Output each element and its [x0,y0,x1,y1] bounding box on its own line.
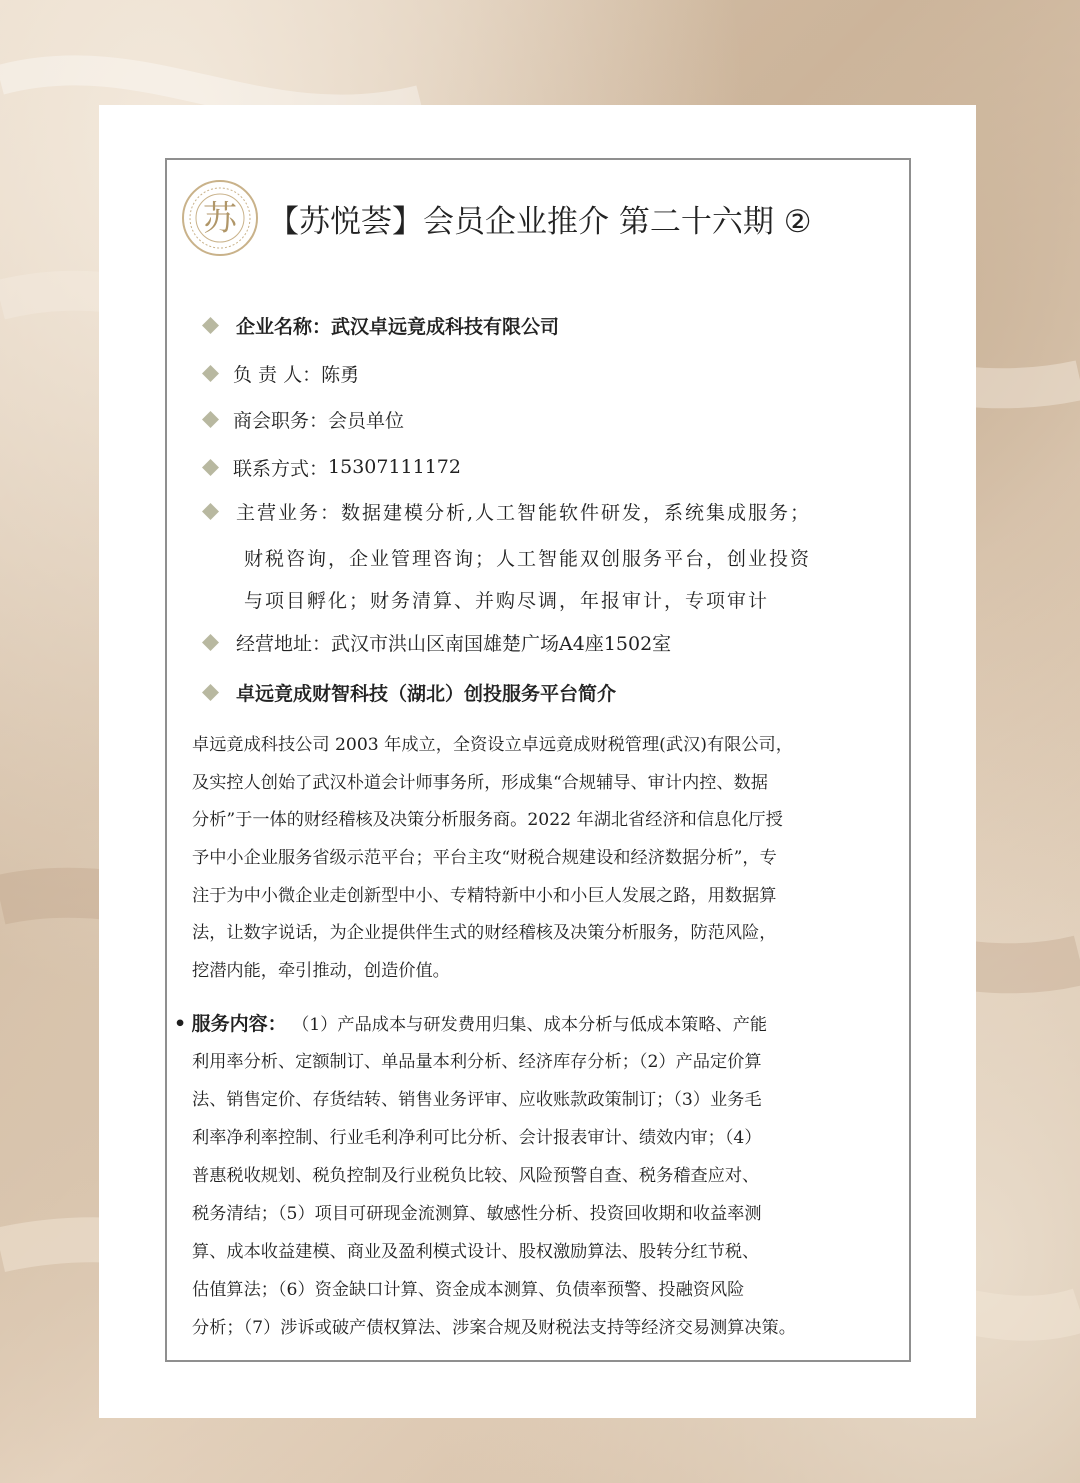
services-line: 利用率分析、定额制订、单品量本利分析、经济库存分析；（2）产品定价算 [192,1052,762,1072]
services-bullet: • [174,1013,187,1035]
services-line: 法、销售定价、存货结转、销售业务评审、应收账款政策制订；（3）业务毛 [192,1090,762,1110]
services-line: 税务清结；（5）项目可研现金流测算、敏感性分析、投资回收期和收益率测 [192,1204,762,1224]
intro-line: 卓远竟成科技公司 2003 年成立，全资设立卓远竟成财税管理(武汉)有限公司， [192,735,793,755]
address-label: 经营地址： [236,632,332,655]
business-line: 与项目孵化；财务清算、并购尽调，年报审计，专项审计 [244,590,770,612]
services-first-line [174,1005,864,1043]
business-line: 财税咨询，企业管理咨询；人工智能双创服务平台，创业投资 [244,548,812,570]
intro-line: 法，让数字说话，为企业提供伴生式的财经稽核及决策分析服务，防范风险， [192,923,777,944]
intro-line: 及实控人创始了武汉朴道会计师事务所，形成集“合规辅导、审计内控、数据 [192,772,768,793]
services-label: 服务内容： [191,1013,287,1035]
diamond-bullet-icon [202,634,219,651]
services-line: 算、成本收益建模、商业及盈利模式设计、股权激励算法、股转分红节税、 [192,1242,760,1262]
contact-row [202,451,461,483]
diamond-bullet-icon [202,317,219,334]
diamond-bullet-icon [202,411,219,428]
platform-heading-row [202,676,616,708]
intro-line: 予中小企业服务省级示范平台；平台主攻“财税合规建设和经济数据分析”，专 [192,848,777,869]
leader-row [202,357,359,389]
intro-line: 分析”于一体的财经稽核及决策分析服务商。2022 年湖北省经济和信息化厅授 [192,810,783,831]
seal-character: 苏 [203,199,237,239]
diamond-bullet-icon [202,459,219,476]
business-row [202,495,811,527]
company-name: 武汉卓远竟成科技有限公司 [331,315,560,338]
contact-phone: 15307111172 [328,456,461,478]
business-line: 数据建模分析,人工智能软件研发，系统集成服务； [341,501,812,524]
company-label: 企业名称： [236,315,332,338]
page-title: 【苏悦荟】会员企业推介 第二十六期 ② [268,204,812,240]
leader-label: 负 责 人： [233,363,322,386]
diamond-bullet-icon [202,684,219,701]
company-row [202,309,559,341]
services-line: （1）产品成本与研发费用归集、成本分析与低成本策略、产能 [292,1015,768,1035]
services-section [174,1005,864,1043]
role-row [202,403,404,435]
services-line: 普惠税收规划、税负控制及行业税负比较、风险预警自查、税务稽查应对、 [192,1166,760,1186]
address-row [202,626,671,658]
services-line: 分析；（7）涉诉或破产债权算法、涉案合规及财税法支持等经济交易测算决策。 [192,1318,796,1338]
contact-label: 联系方式： [233,457,329,480]
leader-name: 陈勇 [321,363,360,386]
services-continuation [192,1043,852,1347]
role-label: 商会职务： [233,409,329,432]
chamber-seal-logo [180,178,260,258]
services-line: 估值算法；（6）资金缺口计算、资金成本测算、负债率预警、投融资风险 [192,1280,745,1300]
role-value: 会员单位 [328,409,405,432]
business-continuation [244,538,811,622]
services-line: 利率净利率控制、行业毛利净利可比分析、会计报表审计、绩效内审；（4） [192,1128,762,1148]
intro-line: 挖潜内能，牵引推动，创造价值。 [192,961,450,982]
address-value: 武汉市洪山区南国雄楚广场A4座1502室 [331,632,672,655]
intro-line: 注于为中小微企业走创新型中小、专精特新中小和小巨人发展之路，用数据算 [192,885,777,906]
platform-heading: 卓远竟成财智科技（湖北）创投服务平台简介 [236,682,617,705]
diamond-bullet-icon [202,503,219,520]
platform-intro [192,727,852,991]
diamond-bullet-icon [202,365,219,382]
business-label: 主营业务： [236,501,342,524]
